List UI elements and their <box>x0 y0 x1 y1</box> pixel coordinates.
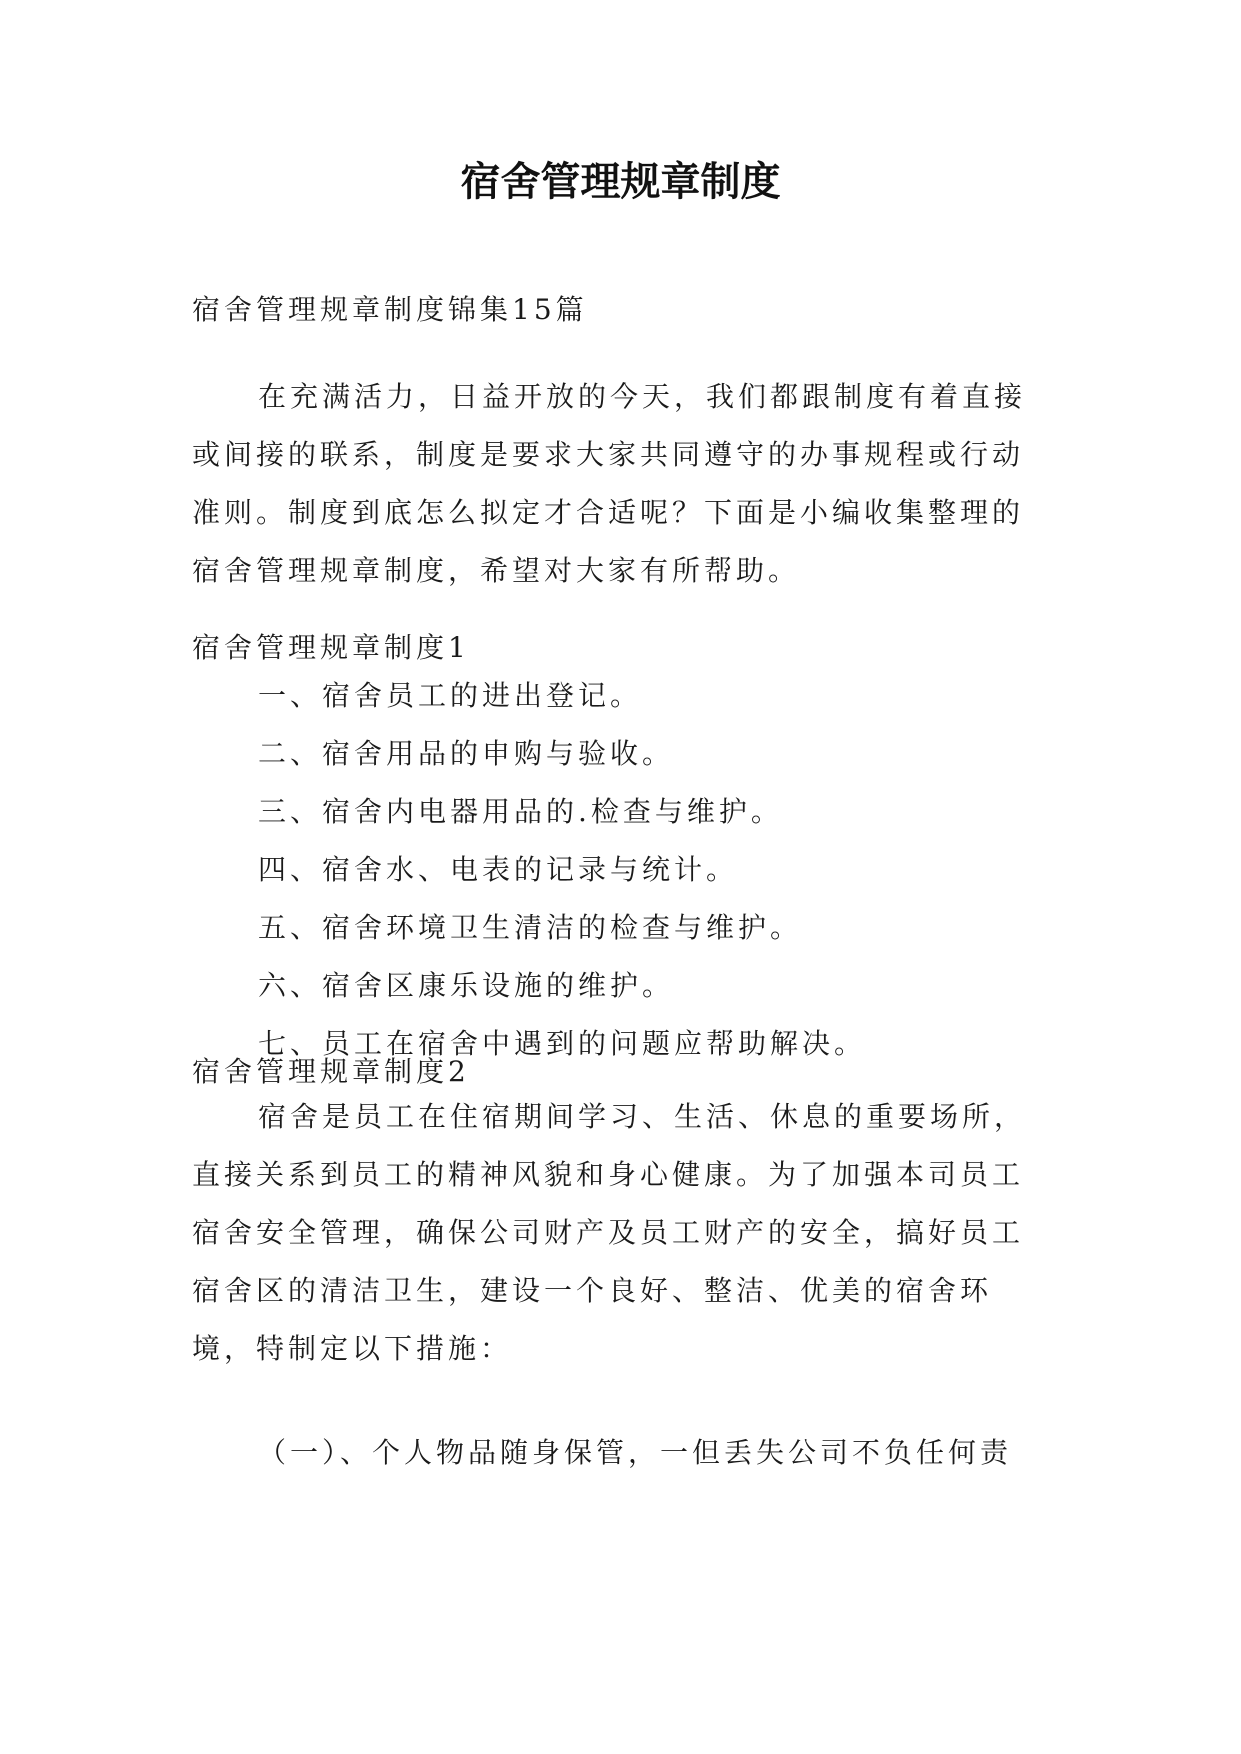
list-item: 五、宿舍环境卫生清洁的检查与维护。 <box>258 911 803 944</box>
section-2-item-1: （一）、个人物品随身保管，一但丢失公司不负任何责 <box>258 1436 1013 1469</box>
document-title: 宿舍管理规章制度 <box>460 158 781 205</box>
section-1-list <box>258 667 866 1073</box>
list-item: 四、宿舍水、电表的记录与统计。 <box>258 853 739 886</box>
intro-paragraph: 在充满活力，日益开放的今天，我们都跟制度有着直接或间接的联系，制度是要求大家共同遵守的办事规程或行动准则。制度到底怎么拟定才合适呢？下面是小编收集整理的宿舍管理规章制度，希望对大家有所帮助。 <box>192 380 1027 587</box>
document-subtitle: 宿舍管理规章制度锦集15篇 <box>192 293 588 326</box>
list-item: 三、宿舍内电器用品的.检查与维护。 <box>258 795 783 828</box>
list-item: 七、员工在宿舍中遇到的问题应帮助解决。 <box>258 1027 867 1060</box>
list-item: 一、宿舍员工的进出登记。 <box>258 679 643 712</box>
section-1-heading: 宿舍管理规章制度1 <box>192 631 470 664</box>
section-2-paragraph: 宿舍是员工在住宿期间学习、生活、休息的重要场所，直接关系到员工的精神风貌和身心健康。为了加强本司员工宿舍安全管理，确保公司财产及员工财产的安全，搞好员工宿舍区的清洁卫生，建设一个良好、整洁、优美的宿舍环境，特制定以下措施： <box>192 1100 1027 1365</box>
list-item: 六、宿舍区康乐设施的维护。 <box>258 969 675 1002</box>
list-item: 二、宿舍用品的申购与验收。 <box>258 737 675 770</box>
section-2-heading: 宿舍管理规章制度2 <box>192 1055 470 1088</box>
